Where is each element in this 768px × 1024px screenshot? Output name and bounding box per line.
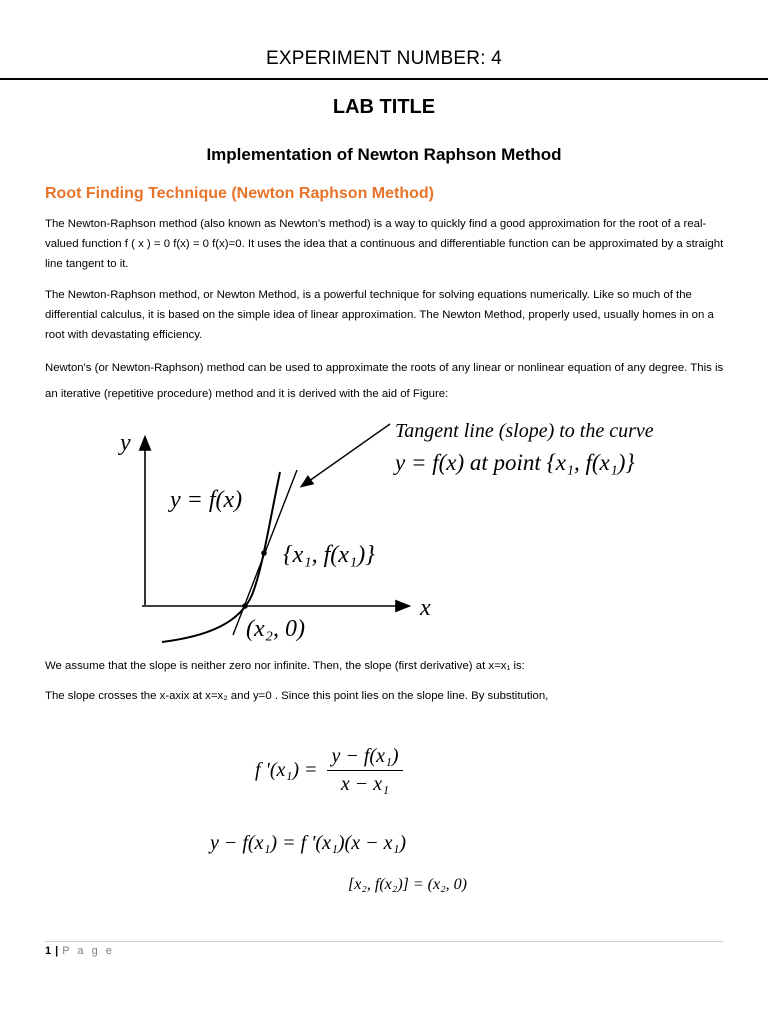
lab-subtitle: Implementation of Newton Raphson Method [206,145,562,164]
page-label: P a g e [62,945,115,957]
equation1-lhs: f '(x₁) = [255,759,318,781]
footer-separator: | [55,945,59,957]
paragraph-intro: The Newton-Raphson method (also known as Newton's method) is a way to quickly find a good approximation for the root of a real-valued function f ( x ) = 0 f(x) = 0 f(x)=0. It uses the idea that a continuous and differentiable function can be approximated by a straight line tangent to it. [45,218,724,270]
y-axis-label: y [120,430,131,456]
tangent-caption-line1: Tangent line (slope) to the curve [395,420,654,442]
header-divider [0,78,768,80]
slope-crossing-text: The slope crosses the x-axix at x=x₂ and y=0 . Since this point lies on the slope line. By substitution, [45,690,549,702]
equation1-fraction [327,745,402,796]
equation1-numerator: y − f(x₁) [327,745,402,771]
page-number: 1 [45,945,52,957]
point-x2 [242,603,248,609]
point-x1 [261,550,267,556]
footer-divider [45,941,723,942]
tangent-pointer-arrow [302,424,390,486]
point2-label: (x₂, 0) [246,616,305,642]
x-axis-label: x [420,595,431,621]
equation-root-point: [x₂, f(x₂)] = (x₂, 0) [348,876,467,893]
slope-assumption-text: We assume that the slope is neither zero nor infinite. Then, the slope (first derivative) at x=x₁ is: [45,660,525,672]
curve-label: y = f(x) [170,487,243,513]
newton-raphson-figure [100,410,720,650]
equation1-denominator: x − x₁ [340,773,390,795]
paragraph-method: The Newton-Raphson method, or Newton Method, is a powerful technique for solving equations numerically. Like so much of the differential calculus, it is based on the simple idea of linear approximation. The Newton Method, properly used, usually homes in on a root with devastating efficiency. [45,289,714,341]
paragraph-derivation: Newton's (or Newton-Raphson) method can be used to approximate the roots of any linear or nonlinear equation of any degree. This is an iterative (repetitive procedure) method and it is derived with the aid of Figure: [45,362,724,400]
section-heading: Root Finding Technique (Newton Raphson Method) [45,185,434,202]
experiment-title: EXPERIMENT NUMBER: 4 [266,48,502,69]
page-footer [45,945,114,957]
figure-svg [100,410,720,650]
equation-tangent-line: y − f(x₁) = f '(x₁)(x − x₁) [210,832,407,854]
point1-label: {x₁, f(x₁)} [283,542,375,568]
equation-derivative [255,745,455,805]
lab-title: LAB TITLE [332,96,436,118]
tangent-caption-line2: y = f(x) at point {x₁, f(x₁)} [395,450,635,475]
